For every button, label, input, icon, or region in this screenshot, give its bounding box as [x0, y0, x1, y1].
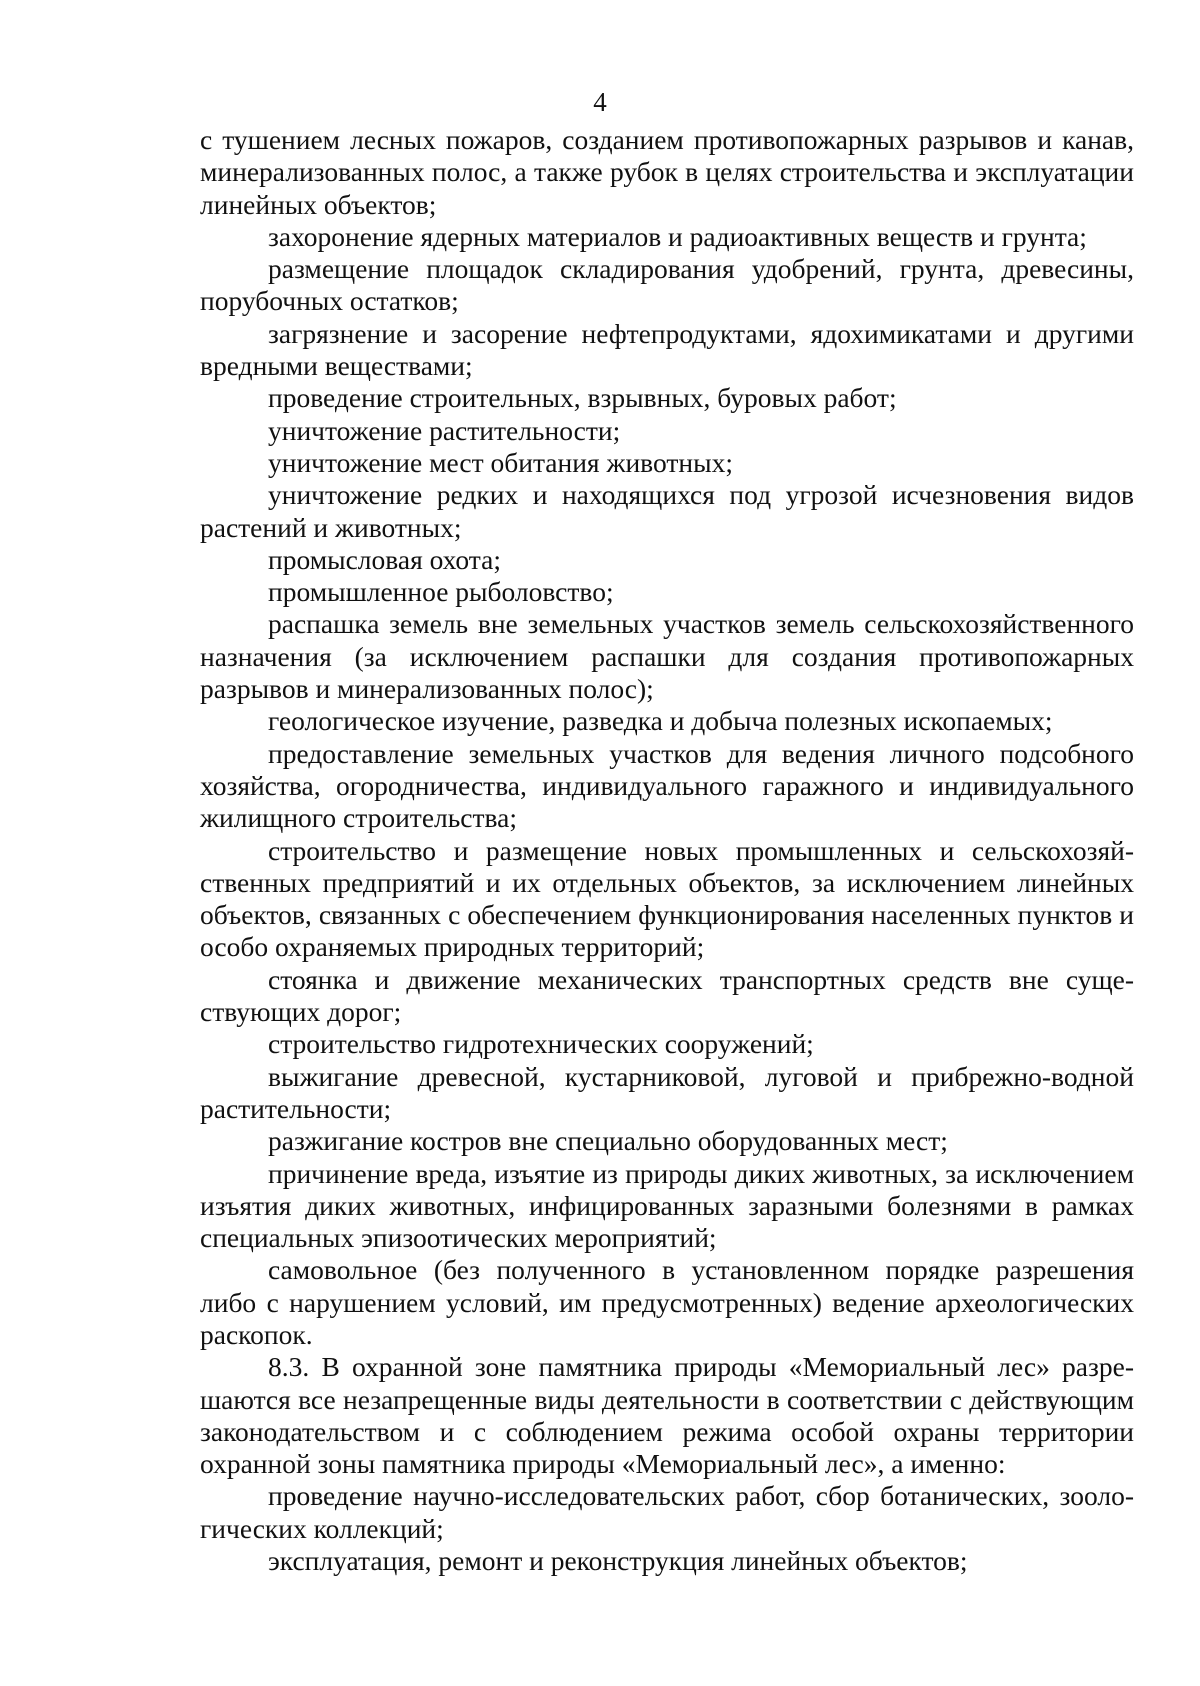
paragraph: промысловая охота; — [268, 543, 501, 575]
paragraph: проведение строительных, взрывных, буровых работ; — [268, 382, 897, 414]
paragraph: строительство гидротехнических сооружений; — [268, 1028, 814, 1060]
document-body — [200, 124, 1134, 1577]
paragraph: разжигание костров вне специально оборудованных мест; — [268, 1125, 948, 1157]
paragraph: геологическое изучение, разведка и добыча полезных ископаемых; — [268, 705, 1053, 737]
paragraph: распашка земель вне земельных участков земель сельскохозяйственного назначения (за исключением распашки для создания противопожарных разрывов и минерализованных полос); — [200, 608, 1134, 705]
paragraph: уничтожение мест обитания животных; — [268, 446, 733, 478]
paragraph: захоронение ядерных материалов и радиоактивных веществ и грунта; — [268, 220, 1087, 252]
paragraph: уничтожение редких и находящихся под угрозой исчезновения видов растений и животных; — [200, 479, 1134, 543]
paragraph: с тушением лесных пожаров, созданием противопожарных разрывов и канав, минерализованных полос, а также рубок в целях строительства и эксплуатации линейных объектов; — [200, 124, 1134, 220]
page-number: 4 — [593, 87, 607, 117]
paragraph: эксплуатация, ремонт и реконструкция линейных объектов; — [268, 1545, 968, 1577]
paragraph: размещение площадок складирования удобрений, грунта, древесины, порубочных остатков; — [200, 253, 1134, 317]
paragraph: самовольное (без полученного в установленном порядке разрешения либо с нарушением условий, им предусмотренных) ведение археологических раскопок. — [200, 1254, 1134, 1350]
paragraph: выжигание древесной, кустарниковой, луговой и прибрежно-водной растительности; — [200, 1060, 1134, 1124]
paragraph: промышленное рыболовство; — [268, 576, 614, 608]
paragraph: уничтожение растительности; — [268, 414, 621, 446]
paragraph: стоянка и движение механических транспортных средств вне существующих дорог; — [200, 963, 1134, 1028]
paragraph: строительство и размещение новых промышленных и сельскохозяйственных предприятий и их отдельных объектов, за исключением линейных объектов, связанных с обеспечением функционирования населенных пунктов и особо охраняемых природных территорий; — [200, 834, 1134, 963]
paragraph: 8.3. В охранной зоне памятника природы «Мемориальный лес» разрешаются все незапрещенные виды деятельности в соответствии с действующим законодательством и с соблюдением режима особой охраны территории охранной зоны памятника природы «Мемориальный лес», а именно: — [200, 1351, 1134, 1480]
paragraph: загрязнение и засорение нефтепродуктами, ядохимикатами и другими вредными веществами; — [200, 317, 1134, 382]
paragraph: предоставление земельных участков для ведения личного подсобного хозяйства, огородничества, индивидуального гаражного и индивидуального жилищного строительства; — [200, 737, 1134, 834]
paragraph: причинение вреда, изъятие из природы диких животных, за исключением изъятия диких животных, инфицированных заразными болезнями в рамках специальных эпизоотических мероприятий; — [200, 1157, 1134, 1254]
paragraph: проведение научно-исследовательских работ, сбор ботанических, зоологических коллекций; — [200, 1480, 1134, 1544]
